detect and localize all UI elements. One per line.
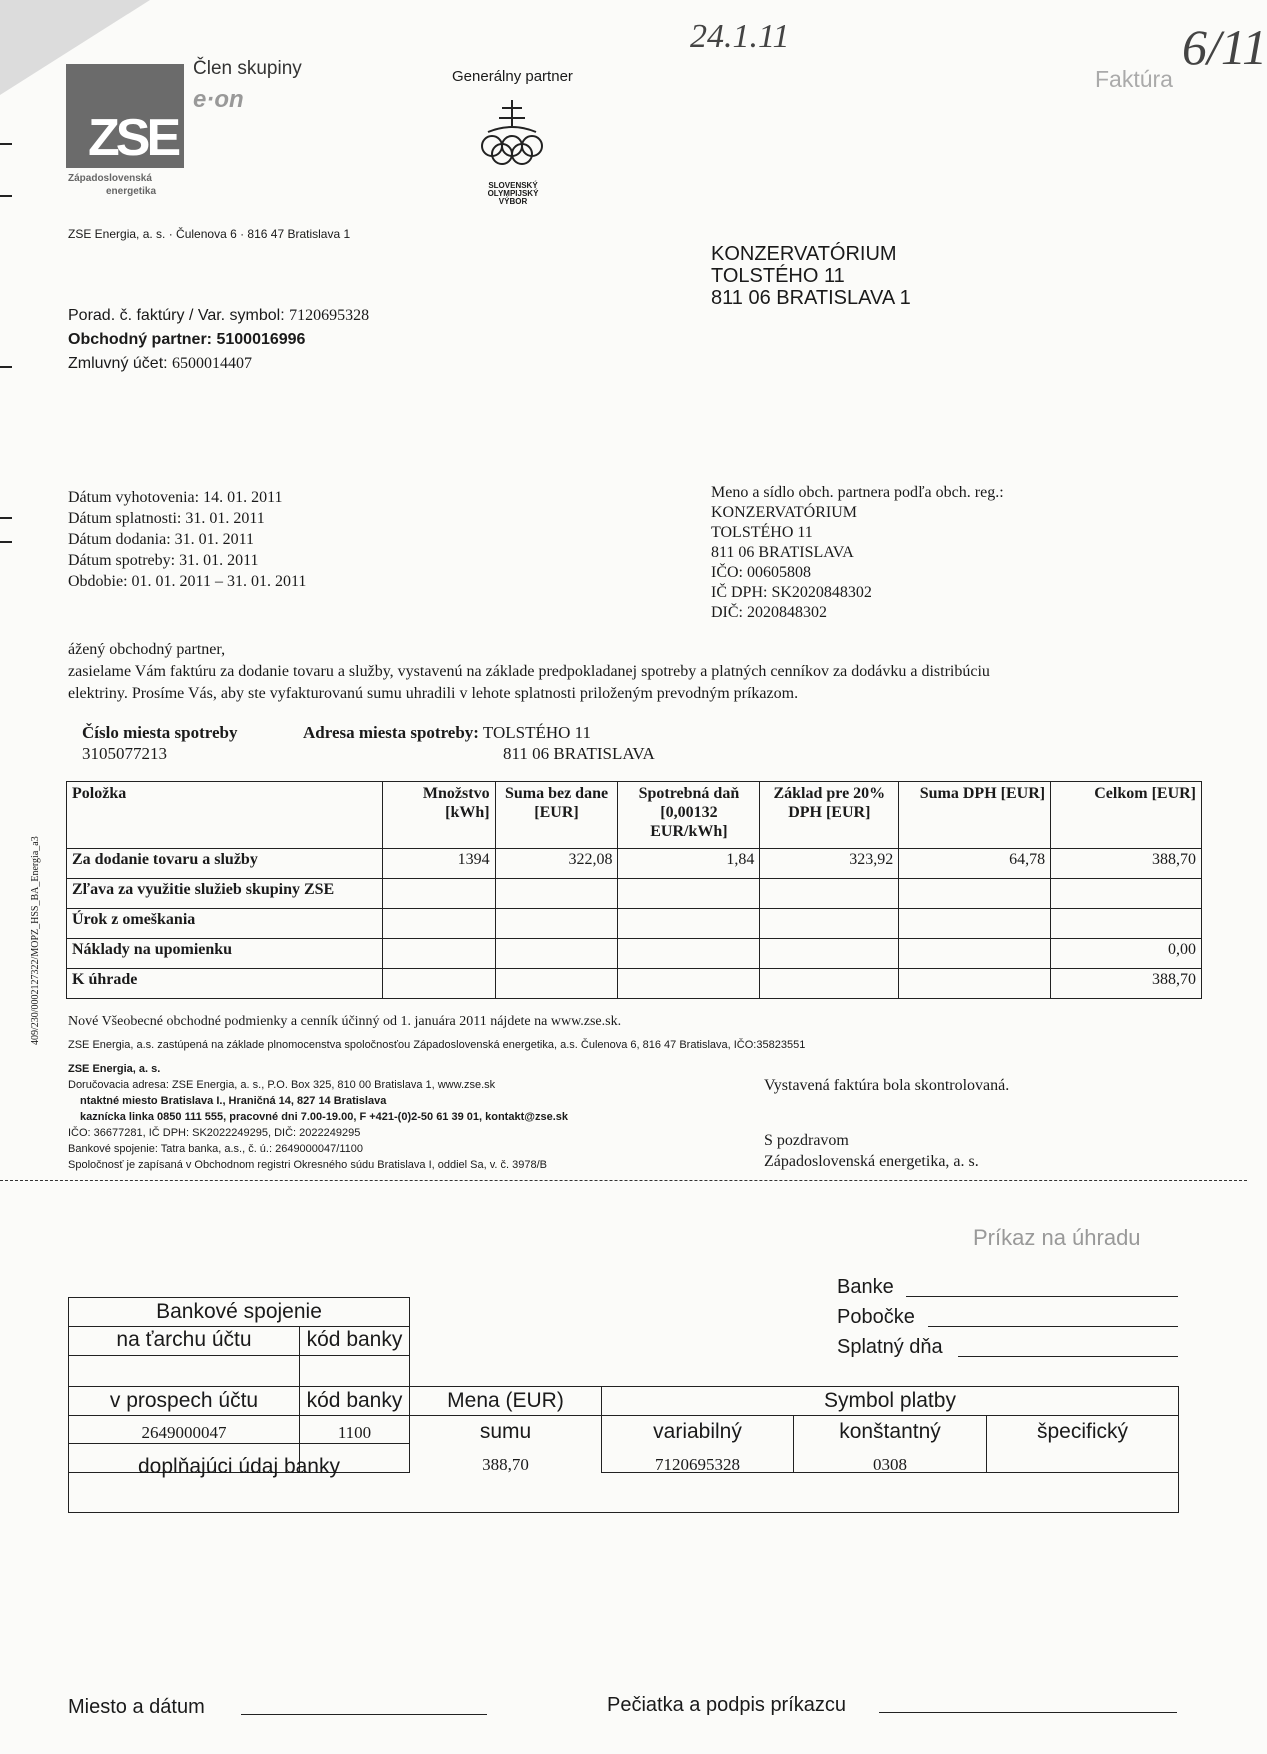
handwritten-date: 24.1.11 <box>690 18 790 55</box>
debit-bank-code-input[interactable] <box>299 1355 410 1387</box>
table-header-row <box>67 782 1202 849</box>
olympic-committee-text: SLOVENSKÝ OLYMPIJSKÝ VÝBOR <box>487 181 539 206</box>
margin-mark <box>0 366 12 368</box>
credit-account-value: 2649000047 <box>141 1423 227 1442</box>
due-day-field-label: Splatný dňa <box>837 1336 943 1358</box>
branch-field-line[interactable] <box>928 1326 1178 1327</box>
table-row: Náklady na upomienku 0,00 <box>67 939 1202 969</box>
handwritten-page-number: 6/11 <box>1182 19 1267 75</box>
due-date: Dátum splatnosti: 31. 01. 2011 <box>68 510 265 527</box>
specific-symbol-label: špecifický <box>1036 1420 1129 1443</box>
cover-letter: ážený obchodný partner, zasielame Vám faktúru za dodanie tovaru a služby, vystavenú na základe predpokladanej spotreby a platných cenníkov za dodávku a distribúciu elektriny. Prosíme Vás, aby ste vyfakturovanú sumu uhradili v lehote splatnosti priloženým prevodným príkazom. <box>68 639 1198 705</box>
checked-notice: Vystavená faktúra bola skontrolovaná. <box>764 1077 1010 1094</box>
column-header: Suma DPH [EUR] <box>899 782 1051 849</box>
side-document-code: 409/230/0002127322/MOPZ_HSS_BA_Energia_a3 <box>30 836 41 1045</box>
partner-registry-info: Meno a sídlo obch. partnera podľa obch. reg.: KONZERVATÓRIUM TOLSTÉHO 11 811 06 BRATISLAVA IČO: 00605808 IČ DPH: SK2020848302 DIČ: 2020848302 <box>711 484 1004 621</box>
margin-mark <box>0 195 12 197</box>
payment-symbol-label: Symbol platby <box>824 1389 956 1412</box>
table-row: Za dodanie tovaru a služby 1394 322,08 1,84 323,92 64,78 388,70 <box>67 849 1202 879</box>
margin-mark <box>0 517 12 519</box>
variable-symbol-value: 7120695328 <box>655 1455 740 1474</box>
representation-notice: ZSE Energia, a.s. zastúpená na základe plnomocenstva spoločnosťou Západoslovenská energetika, a.s. Čulenova 6, 816 47 Bratislava, IČO:35823551 <box>68 1039 806 1051</box>
margin-mark <box>0 541 12 543</box>
closing-signature: S pozdravom Západoslovenská energetika, a. s. <box>764 1132 979 1170</box>
currency-label: Mena (EUR) <box>447 1389 564 1412</box>
zse-logo-subtitle: Západoslovenská energetika <box>68 173 157 197</box>
terms-notice: Nové Všeobecné obchodné podmienky a cenník účinný od 1. januára 2011 nájdete na www.zse.sk. <box>68 1014 622 1029</box>
tear-off-line <box>0 1180 1247 1181</box>
table-row: Úrok z omeškania <box>67 909 1202 939</box>
supply-point-number: Číslo miesta spotreby 3105077213 <box>82 723 238 763</box>
recipient-address: KONZERVATÓRIUM TOLSTÉHO 11 811 06 BRATISLAVA 1 <box>711 243 911 309</box>
invoice-items-table <box>66 781 1202 999</box>
extra-bank-data-label: doplňajúci údaj banky <box>138 1455 340 1478</box>
bank-field-label: Banke <box>837 1276 894 1298</box>
table-row-total: K úhrade 388,70 <box>67 969 1202 999</box>
table-row: Zľava za využitie služieb skupiny ZSE <box>67 879 1202 909</box>
olympic-committee-icon <box>470 96 554 176</box>
credit-account-label: v prospech účtu <box>109 1389 259 1412</box>
place-date-line[interactable] <box>241 1714 487 1715</box>
supply-point-address: Adresa miesta spotreby: TOLSTÉHO 11 811 06 BRATISLAVA <box>303 723 655 763</box>
constant-symbol-label: konštantný <box>839 1420 941 1443</box>
payment-order-title: Príkaz na úhradu <box>973 1225 1141 1250</box>
amount-value: 388,70 <box>482 1455 529 1474</box>
column-header: Spotrebná daň [0,00132 EUR/kWh] <box>618 782 760 849</box>
document-title: Faktúra <box>1095 66 1173 92</box>
column-header: Množstvo [kWh] <box>382 782 495 849</box>
zse-logo-text: ZSE <box>88 109 178 167</box>
branch-field-label: Pobočke <box>837 1306 915 1328</box>
credit-bank-code-label: kód banky <box>306 1389 403 1412</box>
consumption-date: Dátum spotreby: 31. 01. 2011 <box>68 552 259 569</box>
constant-symbol-value: 0308 <box>873 1455 907 1474</box>
place-date-label: Miesto a dátum <box>68 1696 205 1718</box>
issue-date: Dátum vyhotovenia: 14. 01. 2011 <box>68 489 283 506</box>
column-header: Suma bez dane [EUR] <box>495 782 618 849</box>
invoice-dates <box>68 487 306 592</box>
general-partner-label: Generálny partner <box>452 68 573 85</box>
amount-label: sumu <box>479 1420 532 1443</box>
delivery-date: Dátum dodania: 31. 01. 2011 <box>68 531 255 548</box>
member-of-label: Člen skupiny <box>193 58 302 79</box>
column-header: Položka <box>67 782 383 849</box>
column-header: Základ pre 20% DPH [EUR] <box>760 782 899 849</box>
variable-symbol-label: variabilný <box>653 1420 742 1443</box>
column-header: Celkom [EUR] <box>1051 782 1202 849</box>
company-contact-block: ZSE Energia, a. s. Doručovacia adresa: ZSE Energia, a. s., P.O. Box 325, 810 00 Bratislava 1, www.zse.sk ntaktné miesto Bratislava I., Hraničná 14, 827 14 Bratislava kaznícka linka 0850 111 555, pracovné dni 7.00-19.00, F +421-(0)2-50 61 39 01, kontakt@zse.sk IČO: 36677281, IČ DPH: SK2022249295, DIČ: 2022249295 Bankové spojenie: Tatra banka, a.s., č. ú.: 2649000047/1100 Spoločnosť je zapísaná v Obchodnom registri Okresného súdu Bratislava I, oddiel Sa, v. č. 3978/B <box>68 1063 568 1171</box>
salutation: ážený obchodný partner, <box>68 641 226 658</box>
sender-address: ZSE Energia, a. s. · Čulenova 6 · 816 47 Bratislava 1 <box>68 227 351 241</box>
stamp-signature-label: Pečiatka a podpis príkazcu <box>607 1694 847 1716</box>
invoice-identifiers: Porad. č. faktúry / Var. symbol: 7120695328 Obchodný partner: 5100016996 Zmluvný účet: 6500014407 <box>68 307 370 372</box>
due-day-field-line[interactable] <box>958 1356 1178 1357</box>
debit-account-label: na ťarchu účtu <box>116 1328 252 1351</box>
debit-bank-code-label: kód banky <box>306 1328 403 1351</box>
contract-account: 6500014407 <box>172 355 253 372</box>
eon-logo: e·on <box>193 86 244 113</box>
margin-mark <box>0 143 12 145</box>
credit-bank-code-value: 1100 <box>337 1423 372 1442</box>
billing-period: Obdobie: 01. 01. 2011 – 31. 01. 2011 <box>68 573 307 590</box>
invoice-number: 7120695328 <box>289 307 370 324</box>
bank-connection-heading: Bankové spojenie <box>156 1300 322 1323</box>
stamp-signature-line[interactable] <box>879 1712 1177 1713</box>
partner-number: 5100016996 <box>216 331 306 348</box>
bank-field-line[interactable] <box>906 1296 1178 1297</box>
debit-account-input[interactable] <box>68 1355 300 1387</box>
